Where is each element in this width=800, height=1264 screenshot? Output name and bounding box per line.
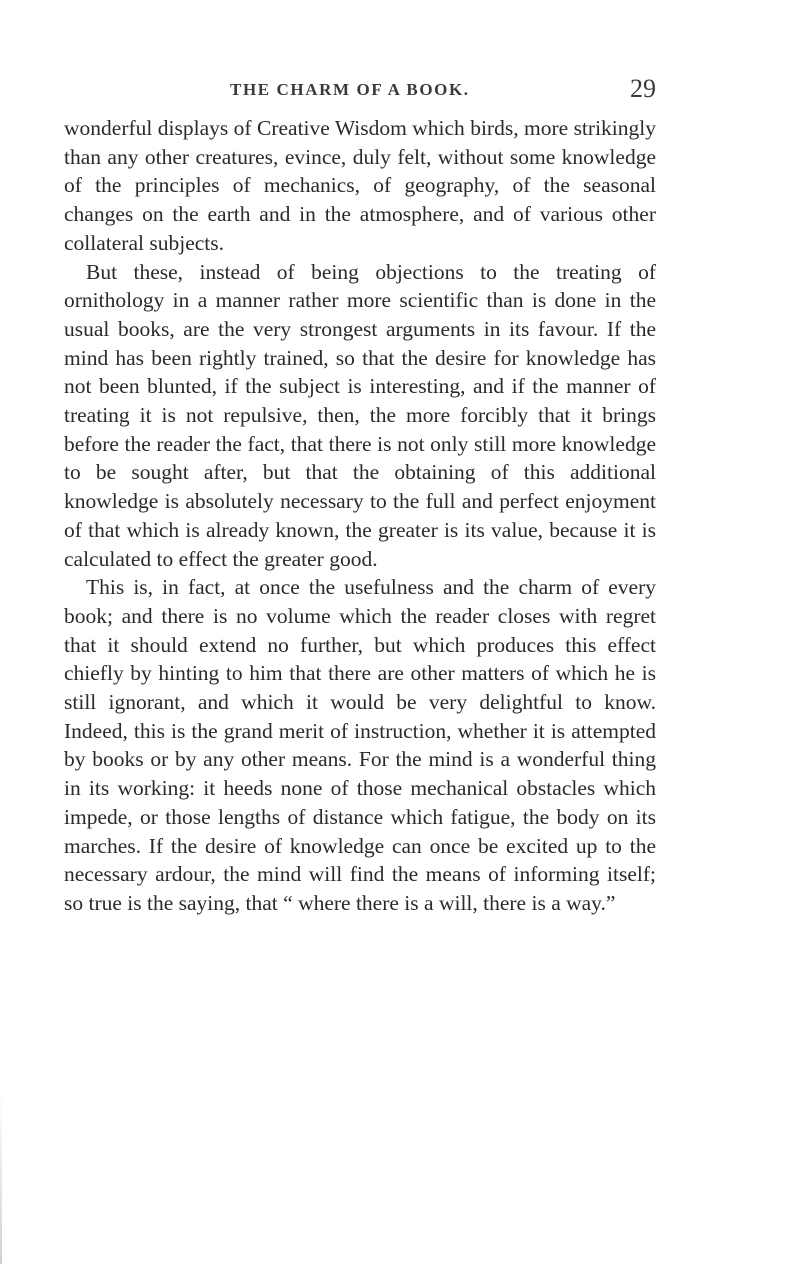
paragraph: This is, in fact, at once the usefulness and the charm of every book; and there is no volume which the reader closes with regret that it should extend no further, but which produces this effect chiefly by hinting to him that there are other matters of which he is still ignorant, and which it would be very delightful to know. Indeed, this is the grand merit of instruction, whether it is attempted by books or by any other means. For the mind is a wonderful thing in its working: it heeds none of those mechanical obstacles which impede, or those lengths of distance which fatigue, the body on its marches. If the desire of knowledge can once be excited up to the necessary ardour, the mind will find the means of informing itself; so true is the saying, that “ where there is a will, there is a way.”: [64, 575, 656, 915]
running-head: [64, 74, 656, 108]
running-title: THE CHARM OF A BOOK.: [230, 80, 470, 99]
paragraph: But these, instead of being objections to the treating of ornithology in a manner rather more scientific than is done in the usual books, are the very strongest arguments in its favour. If the mind has been rightly trained, so that the desire for knowledge has not been blunted, if the subject is interesting, and if the manner of treating it is not repulsive, then, the more forcibly that it brings before the reader the fact, that there is not only still more knowledge to be sought after, but that the obtaining of this additional knowledge is absolutely necessary to the full and perfect enjoyment of that which is already known, the greater is its value, because it is calculated to effect the greater good.: [64, 259, 656, 571]
page-number: 29: [630, 74, 656, 103]
paragraph-continued: wonderful displays of Creative Wisdom which birds, more strikingly than any other creatures, evince, duly felt, without some knowledge of the principles of mechanics, of geography, of the seasonal changes on the earth and in the atmosphere, and of various other collateral subjects.: [64, 116, 656, 255]
body-text: [64, 114, 656, 918]
page-edge-shadow: [0, 1090, 2, 1264]
